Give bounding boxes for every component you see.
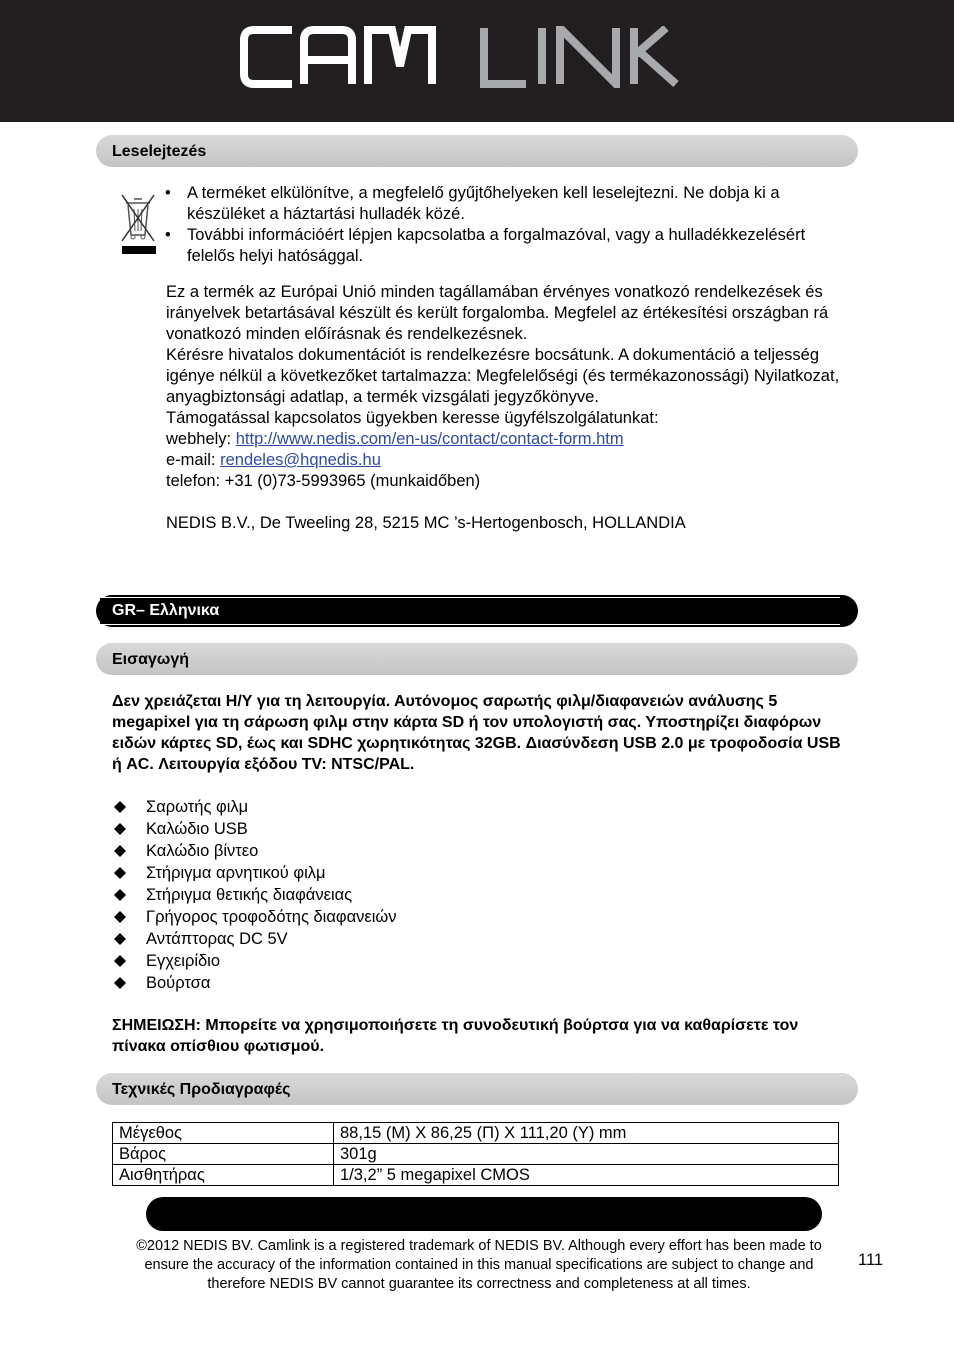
note-text: ΣΗΜΕΙΩΣΗ: Μπορείτε να χρησιμοποιήσετε τη συνοδευτική βούρτσα για να καθαρίσετε τον πίνακα οπίσθιου φωτισμού.	[112, 1017, 799, 1055]
list-item: Αντάπτορας DC 5V	[112, 928, 397, 950]
disposal-text	[166, 282, 856, 534]
footer-copyright: ©2012 NEDIS BV. Camlink is a registered trademark of NEDIS BV. Although every effort has been made to ensure the accuracy of the information contained in this manual specifications are subject to change and therefore NEDIS BV cannot guarantee its correctness and completeness at all times.	[136, 1238, 822, 1292]
spec-key: Μέγεθος	[113, 1123, 334, 1144]
spec-table	[112, 1122, 839, 1186]
web-link[interactable]: http://www.nedis.com/en-us/contact/contact-form.htm	[235, 430, 624, 448]
table-row	[113, 1144, 839, 1165]
diamond-bullet-icon	[114, 955, 126, 967]
list-item: • További információért lépjen kapcsolatba a forgalmazóval, vagy a hulladékkezelésért felelős helyi hatósággal.	[165, 225, 855, 267]
email-line	[166, 450, 856, 471]
web-line	[166, 429, 856, 450]
web-label: webhely:	[166, 430, 236, 448]
section-bar-greek	[96, 595, 858, 627]
diamond-bullet-icon	[114, 911, 126, 923]
list-item: Καλώδιο βίντεο	[112, 840, 397, 862]
diamond-bullet-icon	[114, 845, 126, 857]
diamond-bullet-icon	[114, 933, 126, 945]
address-line: NEDIS B.V., De Tweeling 28, 5215 MC ’s-Hertogenbosch, HOLLANDIA	[166, 514, 686, 532]
page-number: 111	[858, 1251, 884, 1269]
diamond-bullet-icon	[114, 889, 126, 901]
list-item: Στήριγμα αρνητικού φιλμ	[112, 862, 397, 884]
email-label: e-mail:	[166, 451, 221, 469]
camlink-logo	[240, 26, 720, 88]
diamond-bullet-icon	[114, 823, 126, 835]
list-item: Στήριγμα θετικής διαφάνειας	[112, 884, 397, 906]
list-item: Βούρτσα	[112, 972, 397, 994]
list-item: Γρήγορος τροφοδότης διαφανειών	[112, 906, 397, 928]
spec-key: Αισθητήρας	[113, 1165, 334, 1186]
table-row	[113, 1123, 839, 1144]
diamond-bullet-icon	[114, 867, 126, 879]
spec-key: Βάρος	[113, 1144, 334, 1165]
section-title: Τεχνικές Προδιαγραφές	[112, 1081, 291, 1098]
table-row	[113, 1165, 839, 1186]
list-item: • A terméket elkülönítve, a megfelelő gyűjtőhelyeken kell leselejtezni. Ne dobja ki a készüléket a háztartási hulladék közé.	[165, 183, 855, 225]
section-title: GR– Ελληνικα	[112, 602, 220, 619]
diamond-bullet-icon	[114, 977, 126, 989]
section-bar-disposal	[96, 135, 858, 167]
section-bar-specs	[96, 1073, 858, 1105]
email-link[interactable]: rendeles@hqnedis.hu	[220, 451, 381, 469]
spec-value: 88,15 (Μ) X 86,25 (Π) X 111,20 (Υ) mm	[334, 1123, 839, 1144]
phone-line: telefon: +31 (0)73-5993965 (munkaidőben)	[166, 472, 481, 490]
footer-bar	[146, 1197, 822, 1231]
diamond-bullet-icon	[114, 801, 126, 813]
contents-list	[112, 796, 397, 994]
list-item: Σαρωτής φιλμ	[112, 796, 397, 818]
list-item: Καλώδιο USB	[112, 818, 397, 840]
page-header	[0, 0, 954, 122]
section-title: Εισαγωγή	[112, 651, 189, 668]
section-bar-intro	[96, 643, 858, 675]
support-line: Támogatással kapcsolatos ügyekben keresse ügyfélszolgálatunkat:	[166, 409, 659, 427]
intro-text: Δεν χρειάζεται Η/Υ για τη λειτουργία. Αυτόνομος σαρωτής φιλμ/διαφανειών ανάλυσης 5 megapixel για τη σάρωση φιλμ στην κάρτα SD ή τον υπολογιστή σας. Υποστηρίζει διαφόρων ειδών κάρτες SD, έως και SDHC χωρητικότητας 32GB. Διασύνδεση USB 2.0 με τροφοδοσία USB ή AC. Λειτουργία εξόδου TV: NTSC/PAL.	[112, 693, 841, 773]
spec-value: 1/3,2” 5 megapixel CMOS	[334, 1165, 839, 1186]
weee-bin-icon	[118, 191, 158, 255]
list-item: Εγχειρίδιο	[112, 950, 397, 972]
disposal-bullets	[165, 183, 855, 267]
documentation-paragraph: Kérésre hivatalos dokumentációt is rendelkezésre bocsátunk. A dokumentáció a teljesség igénye nélkül a következőket tartalmazza: Megfelelőségi (és termékazonossági) Nyilatkozat, anyagbiztonsági adatlap, a termék vizsgálati jegyzőkönyve.	[166, 346, 840, 406]
section-title: Leselejtezés	[112, 143, 207, 160]
compliance-paragraph: Ez a termék az Európai Unió minden tagállamában érvényes vonatkozó rendelkezések és irányelvek betartásával készült és került forgalomba. Megfelel az értékesítési országban rá vonatkozó minden előírásnak és rendelkezésnek.	[166, 283, 829, 343]
spec-value: 301g	[334, 1144, 839, 1165]
